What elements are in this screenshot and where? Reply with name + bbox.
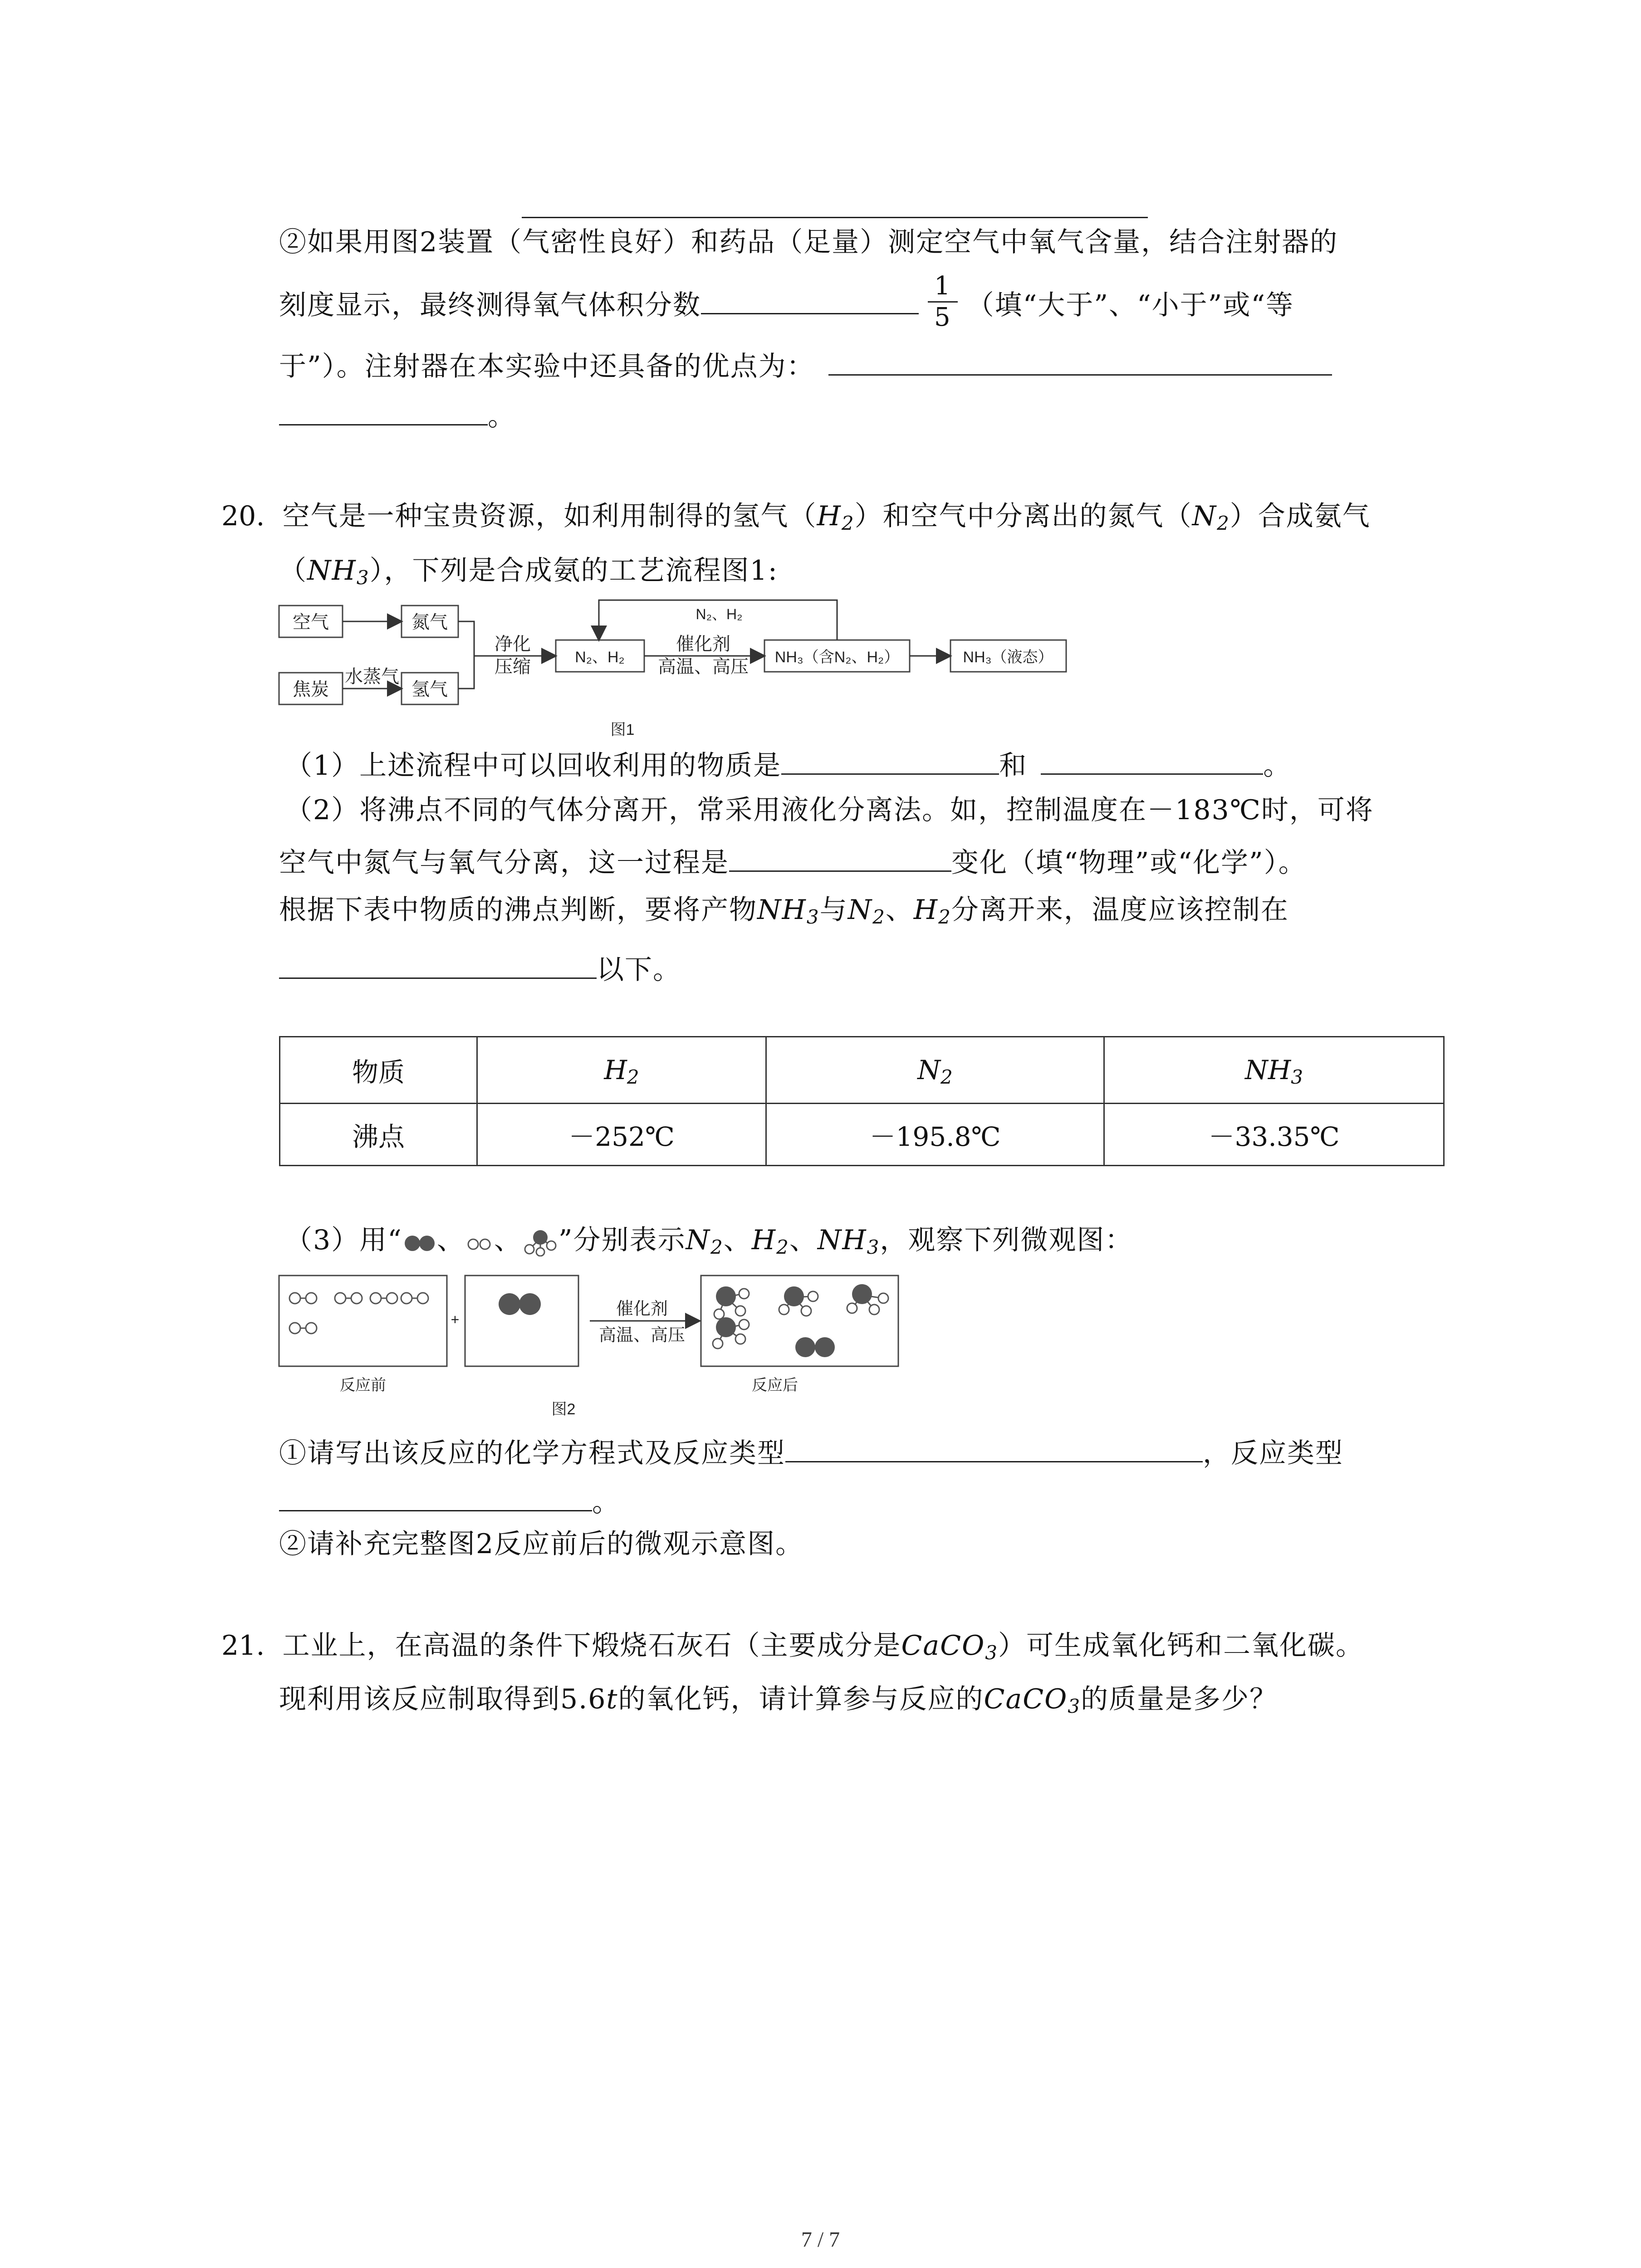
box-before-h2 xyxy=(279,1276,447,1366)
flow-conditions-label: 高温、高压 xyxy=(658,657,749,677)
table-cell-nh3-bp: －33.35℃ xyxy=(1104,1104,1444,1166)
q20-text: 与 xyxy=(819,894,848,926)
q20-part1 xyxy=(285,748,1291,784)
q20-text: ）合成氨气 xyxy=(1230,500,1371,532)
q20-text: 、 xyxy=(789,1224,818,1256)
q20-text: 。 xyxy=(592,1486,620,1518)
table-header-n2: $N_2$ xyxy=(766,1037,1104,1104)
caco3-formula: CaCO$_3$ xyxy=(984,1683,1081,1717)
h2-formula: $H_2$ xyxy=(751,1224,789,1258)
flow-nitrogen-label: 氮气 xyxy=(411,612,448,632)
flow-steam-label: 水蒸气 xyxy=(345,667,399,687)
q19-text: 。 xyxy=(488,401,516,432)
micro-diagram-figure2 xyxy=(272,1270,916,1424)
q20-part2-line4 xyxy=(279,952,681,988)
q20-part3-line xyxy=(285,1222,1133,1258)
answer-blank[interactable] xyxy=(828,349,1332,376)
fraction-numerator: 1 xyxy=(928,271,958,303)
answer-blank[interactable] xyxy=(279,952,597,979)
q20-text: 、 xyxy=(723,1224,752,1256)
n2-formula: $N_2$ xyxy=(686,1224,724,1258)
q19-line1 xyxy=(279,224,1338,260)
answer-blank[interactable] xyxy=(785,1436,1203,1462)
q21-text: 现利用该反应制取得到5.6 xyxy=(279,1683,607,1715)
q20-text: 变化（填“物理”或“化学”）。 xyxy=(951,847,1307,879)
q19-text: ②如果用图2装置（气密性良好）和药品（足量）测定空气中氧气含量，结合注射器的 xyxy=(279,226,1338,258)
q20-text: 。 xyxy=(1263,750,1292,782)
q21-text: 工业上，在高温的条件下煅烧石灰石（主要成分是 xyxy=(282,1630,901,1662)
q19-text: 于”）。注射器在本实验中还具备的优点为： xyxy=(279,351,815,382)
q21-text: ）可生成氧化钙和二氧化碳。 xyxy=(998,1630,1364,1662)
plus-sign: + xyxy=(451,1311,460,1328)
q20-part3-sub2 xyxy=(279,1526,803,1562)
after-label: 反应后 xyxy=(752,1377,798,1394)
answer-blank[interactable] xyxy=(279,399,488,425)
boiling-point-table xyxy=(279,1036,1445,1166)
q20-part3-sub1 xyxy=(279,1435,1343,1471)
nh3-formula: $NH_3$ xyxy=(757,894,820,928)
flow-recycle-label: N₂、H₂ xyxy=(696,606,743,622)
q20-text: ”分别表示 xyxy=(558,1224,686,1256)
fraction-denominator: 5 xyxy=(934,303,951,332)
flow-coke-label: 焦炭 xyxy=(293,679,329,699)
table-row-label: 沸点 xyxy=(280,1104,477,1166)
q20-text: （2）将沸点不同的气体分离开，常采用液化分离法。如，控制温度在－183℃时，可将 xyxy=(285,794,1374,826)
q20-text: （ xyxy=(279,555,307,587)
q20-part3-sub1-cont xyxy=(279,1484,620,1520)
table-cell-h2-bp: －252℃ xyxy=(477,1104,766,1166)
q20-part2-line2 xyxy=(279,845,1307,881)
flow-diagram-figure1 xyxy=(272,596,1080,742)
q21-line2 xyxy=(279,1681,1278,1717)
h2-formula: $H_2$ xyxy=(817,500,855,534)
flow-compress-label: 压缩 xyxy=(495,657,531,677)
flow-hydrogen-label: 氢气 xyxy=(411,679,448,699)
q21-line1 xyxy=(221,1628,1364,1664)
ton-unit: t xyxy=(606,1683,618,1715)
page-number: 7 / 7 xyxy=(801,2228,840,2252)
answer-blank[interactable] xyxy=(1041,748,1263,775)
flow-air-label: 空气 xyxy=(293,612,329,632)
n2-molecule-icon xyxy=(402,1231,437,1253)
q19-line2 xyxy=(279,271,1294,338)
q20-text: ，反应类型 xyxy=(1203,1437,1343,1469)
q20-text: ，观察下列微观图： xyxy=(880,1224,1133,1256)
table-cell-n2-bp: －195.8℃ xyxy=(766,1104,1104,1166)
q19-line3 xyxy=(279,348,1332,385)
fraction-one-fifth xyxy=(928,271,958,332)
q20-text: 、 xyxy=(885,894,914,926)
before-label: 反应前 xyxy=(340,1377,386,1394)
n2-formula: $N_2$ xyxy=(847,894,886,928)
q20-text: 和 xyxy=(999,750,1028,782)
q19-text: （填“大于”、“小于”或“等 xyxy=(966,289,1294,322)
flow-purify-label: 净化 xyxy=(495,634,531,654)
q20-text: ），下列是合成氨的工艺流程图1: xyxy=(369,555,778,587)
q20-part2-line3 xyxy=(279,892,1289,928)
q20-part2-line1 xyxy=(285,792,1374,828)
q20-text: 根据下表中物质的沸点判断，要将产物 xyxy=(279,894,757,926)
q20-text: 、 xyxy=(494,1224,522,1256)
flow-product-label: NH₃（液态） xyxy=(963,649,1053,666)
q20-text: （3）用“ xyxy=(285,1224,402,1256)
h2-molecule-icon xyxy=(465,1231,494,1253)
micro-catalyst-label: 催化剂 xyxy=(616,1300,668,1319)
q20-text: （1）上述流程中可以回收利用的物质是 xyxy=(285,750,782,782)
table-header-nh3: $NH_3$ xyxy=(1104,1037,1444,1104)
q20-text: ①请写出该反应的化学方程式及反应类型 xyxy=(279,1437,785,1469)
q20-text: 分离开来，温度应该控制在 xyxy=(951,894,1289,926)
answer-blank[interactable] xyxy=(729,845,951,872)
answer-blank[interactable] xyxy=(701,288,919,314)
q19-line4 xyxy=(279,398,516,435)
nh3-molecule-icon xyxy=(522,1227,558,1256)
q21-text: 的氧化钙，请计算参与反应的 xyxy=(618,1683,984,1715)
question-number: 21. xyxy=(221,1630,265,1662)
nh3-formula: $NH_3$ xyxy=(307,555,370,589)
micro-conditions-label: 高温、高压 xyxy=(598,1326,686,1345)
figure1-caption: 图1 xyxy=(610,721,635,738)
h2-formula: $H_2$ xyxy=(913,894,951,928)
answer-blank[interactable] xyxy=(781,748,999,775)
nh3-formula: $NH_3$ xyxy=(817,1224,880,1258)
n2-formula: $N_2$ xyxy=(1192,500,1230,534)
answer-blank[interactable] xyxy=(279,1485,592,1511)
answer-blank-top[interactable] xyxy=(522,217,1148,218)
figure2-caption: 图2 xyxy=(551,1401,576,1418)
q20-text: ②请补充完整图2反应前后的微观示意图。 xyxy=(279,1528,804,1560)
q19-text: 刻度显示，最终测得氧气体积分数 xyxy=(279,289,701,322)
caco3-formula: CaCO$_3$ xyxy=(901,1630,999,1664)
question-number: 20. xyxy=(221,500,265,532)
q20-text: 空气是一种宝贵资源，如利用制得的氢气（ xyxy=(282,500,817,532)
q20-text: 以下。 xyxy=(597,954,681,986)
q20-text: 空气中氮气与氧气分离，这一过程是 xyxy=(279,847,729,879)
box-before-n2 xyxy=(465,1276,578,1366)
flow-product-mix-label: NH₃（含N₂、H₂） xyxy=(774,649,900,666)
table-header-h2: $H_2$ xyxy=(477,1037,766,1104)
q20-line2 xyxy=(279,552,778,589)
q20-line1 xyxy=(221,498,1371,534)
q20-text: 、 xyxy=(436,1224,465,1256)
flow-catalyst-label: 催化剂 xyxy=(676,634,730,654)
q21-text: 的质量是多少？ xyxy=(1081,1683,1278,1715)
flow-mix-label: N₂、H₂ xyxy=(575,649,625,666)
q20-text: ）和空气中分离出的氮气（ xyxy=(854,500,1192,532)
table-header-label: 物质 xyxy=(280,1037,477,1104)
